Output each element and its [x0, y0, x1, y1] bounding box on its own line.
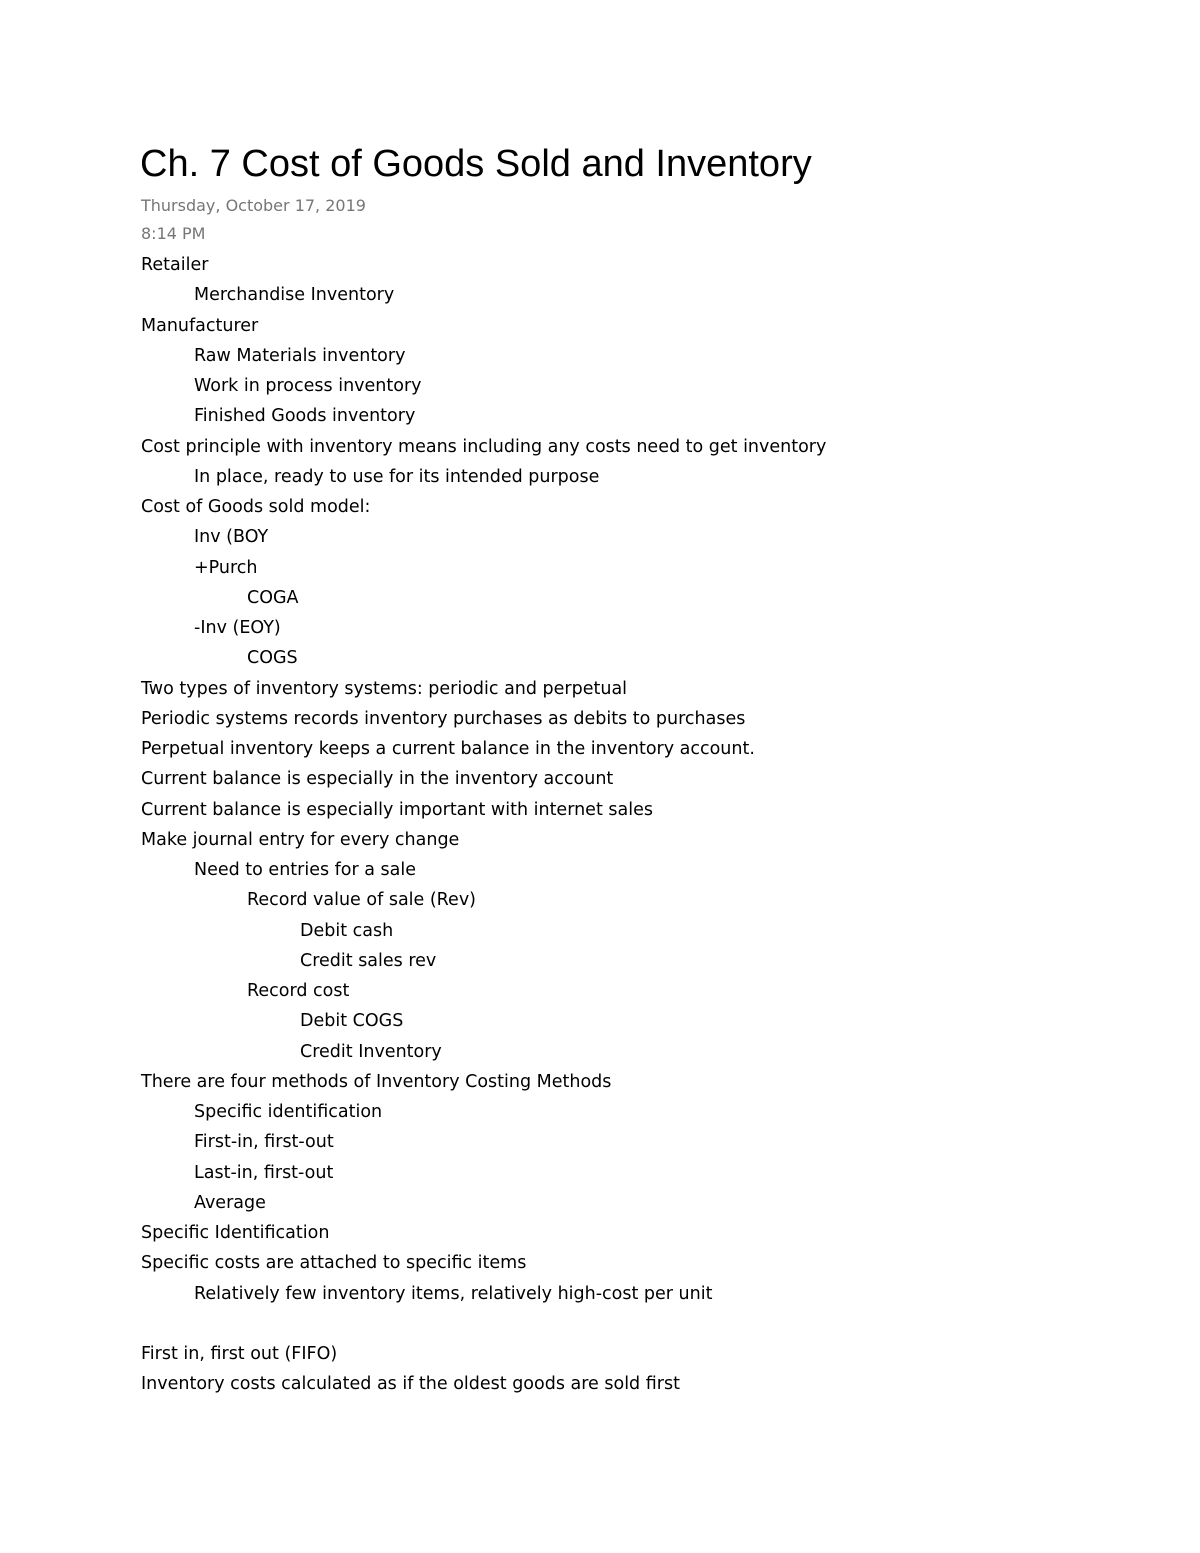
note-line: Merchandise Inventory — [194, 285, 395, 306]
note-line: Average — [194, 1192, 266, 1213]
note-line: Specific Identification — [141, 1223, 330, 1243]
note-line: Debit cash — [300, 920, 394, 941]
note-line: +Purch — [194, 557, 258, 578]
note-line: Need to entries for a sale — [194, 860, 417, 880]
note-line: Specific identification — [194, 1102, 383, 1122]
note-line: There are four methods of Inventory Costing Methods — [141, 1071, 612, 1092]
note-line: First in, first out (FIFO) — [141, 1344, 338, 1364]
note-line: Current balance is especially in the inventory account — [141, 769, 614, 790]
note-line: Periodic systems records inventory purchases as debits to purchases — [141, 708, 746, 729]
note-line: Cost principle with inventory means including any costs need to get inventory — [141, 436, 827, 457]
note-date: Thursday, October 17, 2019 — [141, 196, 366, 215]
note-line: Credit sales rev — [300, 950, 437, 971]
note-time: 8:14 PM — [141, 224, 206, 243]
note-line: Inv (BOY — [194, 527, 269, 548]
note-line: First-in, first-out — [194, 1132, 334, 1153]
note-line: Current balance is especially important with internet sales — [141, 799, 653, 820]
note-line: Retailer — [141, 255, 209, 275]
note-line: Two types of inventory systems: periodic and perpetual — [141, 678, 628, 699]
page-title: Ch. 7 Cost of Goods Sold and Inventory — [140, 143, 812, 185]
note-line: Perpetual inventory keeps a current balance in the inventory account. — [141, 739, 755, 759]
note-line: Raw Materials inventory — [194, 345, 406, 366]
note-line: Debit COGS — [300, 1011, 404, 1032]
note-line: Credit Inventory — [300, 1041, 442, 1062]
note-line: Inventory costs calculated as if the oldest goods are sold first — [141, 1374, 680, 1395]
note-line: Work in process inventory — [194, 376, 422, 396]
note-line: Specific costs are attached to specific items — [141, 1253, 527, 1274]
note-line: Relatively few inventory items, relatively high-cost per unit — [194, 1283, 713, 1304]
note-line: Record value of sale (Rev) — [247, 890, 477, 911]
note-line: Record cost — [247, 981, 350, 1001]
note-line: COGA — [247, 587, 299, 608]
note-line: Last-in, first-out — [194, 1162, 334, 1183]
note-line: Make journal entry for every change — [141, 829, 460, 850]
blank-line — [141, 1309, 826, 1339]
note-body — [141, 250, 826, 1400]
note-line: Finished Goods inventory — [194, 406, 416, 427]
note-line: -Inv (EOY) — [194, 618, 281, 638]
note-line: Manufacturer — [141, 315, 259, 336]
note-line: COGS — [247, 648, 298, 669]
note-line: In place, ready to use for its intended purpose — [194, 466, 600, 487]
note-line: Cost of Goods sold model: — [141, 497, 371, 517]
